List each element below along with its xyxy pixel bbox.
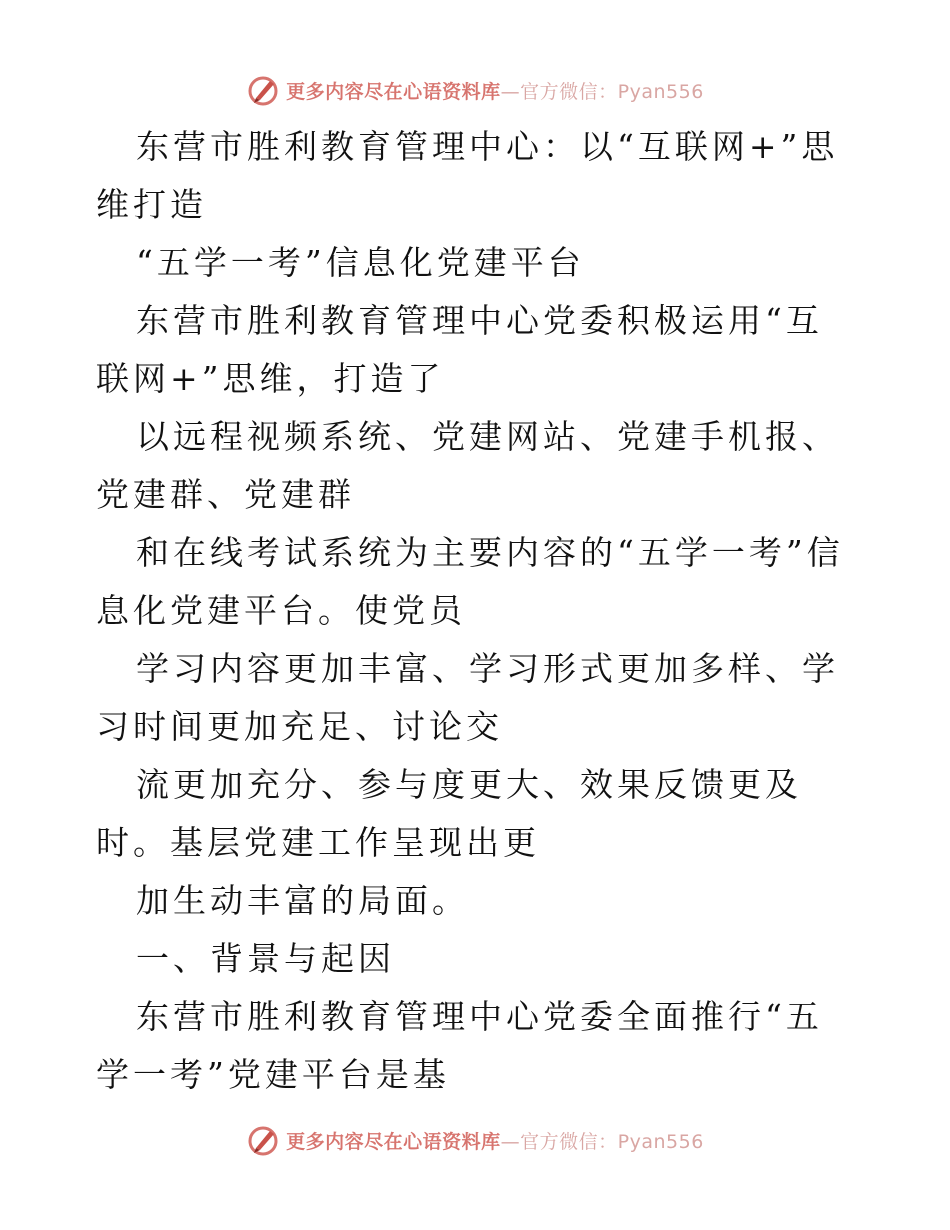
document-body	[96, 118, 856, 1104]
watermark-text	[286, 1127, 704, 1154]
watermark-main: 更多内容尽在心语资料库	[286, 80, 501, 103]
pen-logo-icon	[246, 1123, 280, 1157]
doc-title-line-2: “五学一考”信息化党建平台	[136, 243, 585, 282]
section-heading: 一、背景与起因	[136, 939, 395, 978]
watermark-wechat: 官方微信：Pyan556	[520, 80, 704, 103]
body-paragraph: 东营市胜利教育管理中心党委全面推行“五学一考”党建平台是基	[96, 997, 823, 1094]
watermark-dash: —	[500, 80, 521, 103]
body-paragraph: 以远程视频系统、党建网站、党建手机报、党建群、党建群	[96, 417, 839, 514]
watermark-header	[0, 70, 950, 110]
body-paragraph: 和在线考试系统为主要内容的“五学一考”信息化党建平台。使党员	[96, 533, 844, 630]
watermark-text	[286, 77, 704, 104]
watermark-dash: —	[500, 1130, 521, 1153]
body-paragraph: 流更加充分、参与度更大、效果反馈更及时。基层党建工作呈现出更	[96, 765, 802, 862]
body-paragraph: 加生动丰富的局面。	[136, 881, 469, 920]
doc-title-line-1: 东营市胜利教育管理中心：以“互联网+”思维打造	[96, 127, 839, 224]
pen-logo-icon	[246, 73, 280, 107]
watermark-wechat: 官方微信：Pyan556	[520, 1130, 704, 1153]
body-paragraph: 学习内容更加丰富、学习形式更加多样、学习时间更加充足、讨论交	[96, 649, 839, 746]
watermark-main: 更多内容尽在心语资料库	[286, 1130, 501, 1153]
watermark-footer	[0, 1120, 950, 1160]
body-paragraph: 东营市胜利教育管理中心党委积极运用“互联网+”思维，打造了	[96, 301, 823, 398]
